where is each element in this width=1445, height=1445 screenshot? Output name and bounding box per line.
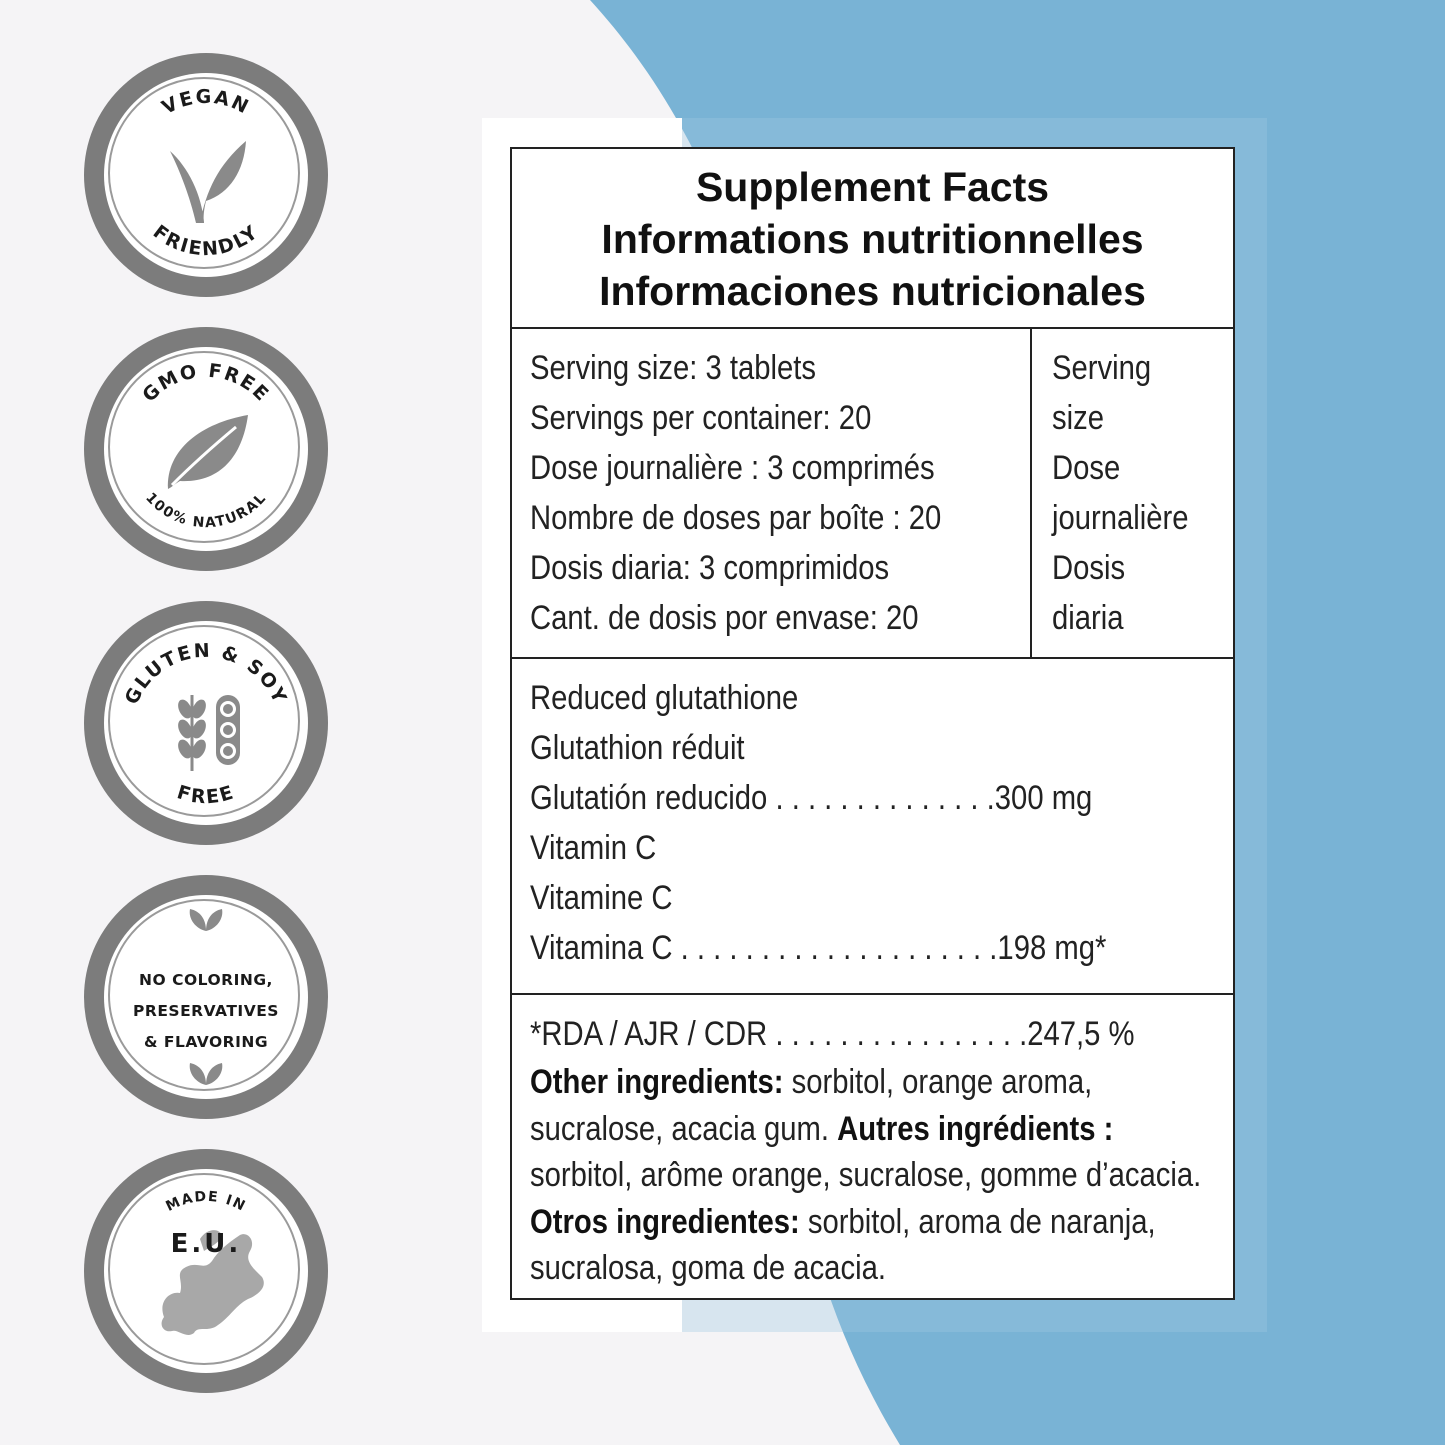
badge-bottom-text: 100% NATURAL — [142, 489, 270, 532]
serving-header-line: journalière — [1052, 499, 1189, 537]
badge-line: PRESERVATIVES — [133, 1002, 279, 1020]
serving-header-line: Dosis — [1052, 549, 1126, 587]
ingredients-section — [512, 659, 1233, 995]
svg-text:GMO FREE — [138, 360, 274, 407]
other-ingredients-text: sorbitol, arôme orange, sucralose, gomme d’acacia. — [530, 1156, 1202, 1194]
leaf-icon — [162, 409, 252, 493]
footer-section — [512, 995, 1233, 1292]
ingredient-name: Glutatión reducido — [530, 779, 768, 817]
ingredient-name: Vitamine C — [530, 879, 673, 917]
gmo-free-badge — [84, 327, 328, 571]
svg-text:MADE IN — [163, 1189, 248, 1215]
serving-header-line: size — [1052, 399, 1105, 437]
serving-line: Dose journalière : 3 comprimés — [530, 449, 935, 487]
rda-label: *RDA / AJR / CDR — [530, 1015, 768, 1053]
supplement-facts-table — [510, 147, 1235, 1300]
badge-top-text: GMO FREE — [138, 359, 274, 407]
serving-line: Serving size: 3 tablets — [530, 349, 817, 387]
serving-line: Servings per container: 20 — [530, 399, 872, 437]
ingredient-line — [530, 773, 1092, 823]
made-in-eu-badge — [84, 1149, 328, 1393]
badge-bottom-text: FREE — [174, 781, 238, 809]
badge-line: & FLAVORING — [143, 1033, 269, 1051]
badge-center-text: E.U. — [170, 1229, 242, 1259]
ingredient-line — [530, 923, 1106, 973]
leaves-icon — [186, 907, 226, 933]
leader-dots: . . . . . . . . . . . . . . . . — [767, 1015, 1028, 1053]
leader-dots: . . . . . . . . . . . . . . . . . . . . — [672, 929, 998, 967]
serving-line: Dosis diaria: 3 comprimidos — [530, 549, 890, 587]
serving-header-line: Serving — [1052, 349, 1152, 387]
title-line: Supplement Facts — [695, 164, 1050, 210]
ingredient-name: Reduced glutathione — [530, 679, 799, 717]
serving-column-header — [1032, 329, 1211, 657]
badge-lines — [104, 965, 308, 1058]
leaves-icon — [186, 1061, 226, 1087]
serving-info — [512, 329, 1032, 657]
no-coloring-badge — [84, 875, 328, 1119]
title-line: Informaciones nutricionales — [599, 268, 1146, 314]
other-ingredients-label: Autres ingrédients : — [837, 1109, 1114, 1148]
svg-text:VEGAN — [158, 86, 253, 119]
ingredient-name: Glutathion réduit — [530, 729, 745, 767]
wheat-soy-icon — [172, 689, 252, 773]
badge-bottom-text: FRIENDLY — [148, 220, 264, 261]
serving-section — [512, 329, 1233, 659]
serving-line: Nombre de doses par boîte : 20 — [530, 499, 942, 537]
other-ingredients-label: Otros ingredientes: — [530, 1202, 800, 1241]
v-leaf-icon — [166, 131, 250, 227]
serving-header-line: diaria — [1052, 599, 1124, 637]
other-ingredients-text: sorbitol, aroma de naranja, sucralosa, goma de acacia. — [530, 1202, 1156, 1287]
other-ingredients-text: sorbitol, orange aroma, sucralose, acacia gum. — [530, 1063, 1093, 1148]
badge-top-text: MADE IN — [163, 1188, 249, 1215]
ingredient-line — [530, 873, 672, 923]
ingredient-line — [530, 823, 656, 873]
ingredient-amount: 198 mg* — [997, 929, 1107, 967]
title-line: Informations nutritionnelles — [601, 216, 1144, 262]
svg-text:100% NATURAL — [142, 490, 270, 531]
ingredient-amount: 300 mg — [994, 779, 1093, 817]
other-ingredients-paragraph — [530, 1059, 1209, 1292]
badge-line: NO COLORING, — [139, 971, 273, 989]
ingredient-line — [530, 723, 745, 773]
badge-top-text: GLUTEN & SOY — [120, 639, 292, 709]
ingredient-line — [530, 673, 798, 723]
rda-line — [530, 1009, 1134, 1059]
ingredient-name: Vitamin C — [530, 829, 657, 867]
ingredient-name: Vitamina C — [530, 929, 673, 967]
serving-header-line: Dose — [1052, 449, 1121, 487]
leader-dots: . . . . . . . . . . . . . . — [767, 779, 995, 817]
other-ingredients-label: Other ingredients: — [530, 1063, 784, 1101]
facts-title — [512, 149, 1233, 329]
badge-top-text: VEGAN — [158, 85, 254, 119]
serving-line: Cant. de dosis por envase: 20 — [530, 599, 919, 637]
rda-value: 247,5 % — [1027, 1015, 1135, 1053]
gluten-soy-free-badge — [84, 601, 328, 845]
svg-text:FREE — [174, 781, 237, 808]
vegan-friendly-badge — [84, 53, 328, 297]
